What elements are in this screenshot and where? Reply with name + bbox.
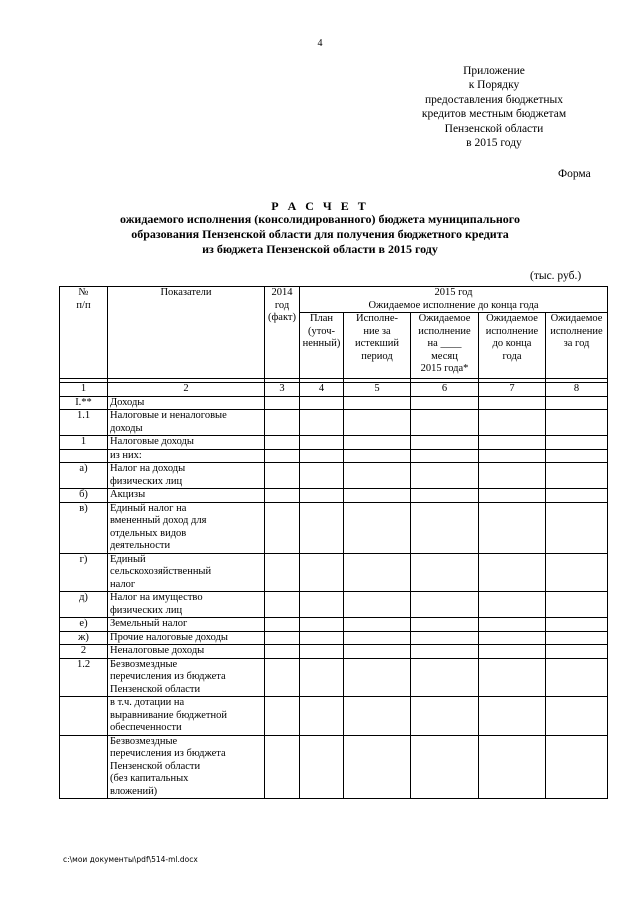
value-cell xyxy=(300,592,344,618)
value-cell xyxy=(546,658,608,697)
table-row xyxy=(60,436,608,450)
row-label: Безвозмездные перечисления из бюджета Пензенской области xyxy=(108,658,265,697)
value-cell xyxy=(546,463,608,489)
header-expected-year: Ожидаемое исполнение за год xyxy=(546,313,608,379)
value-cell xyxy=(300,645,344,659)
row-label: Единый сельскохозяйственный налог xyxy=(108,553,265,592)
value-cell xyxy=(411,658,479,697)
value-cell xyxy=(344,697,411,736)
value-cell xyxy=(546,735,608,799)
value-cell xyxy=(344,410,411,436)
value-cell xyxy=(411,410,479,436)
value-cell xyxy=(479,735,546,799)
value-cell xyxy=(411,489,479,503)
value-cell xyxy=(300,449,344,463)
col-number: 3 xyxy=(265,383,300,397)
row-label: Налоговые и неналоговые доходы xyxy=(108,410,265,436)
value-cell xyxy=(546,631,608,645)
header-executed: Исполне- ние за истекший период xyxy=(344,313,411,379)
value-cell xyxy=(300,410,344,436)
table-row xyxy=(60,396,608,410)
row-number xyxy=(60,735,108,799)
budget-table xyxy=(59,286,608,799)
value-cell xyxy=(300,489,344,503)
appendix-line: предоставления бюджетных xyxy=(425,93,563,106)
value-cell xyxy=(344,645,411,659)
value-cell xyxy=(344,735,411,799)
value-cell xyxy=(300,618,344,632)
value-cell xyxy=(344,631,411,645)
value-cell xyxy=(479,489,546,503)
value-cell xyxy=(479,463,546,489)
table-row xyxy=(60,592,608,618)
row-label: Налог на доходы физических лиц xyxy=(108,463,265,489)
row-label: Прочие налоговые доходы xyxy=(108,631,265,645)
value-cell xyxy=(265,618,300,632)
row-label: Земельный налог xyxy=(108,618,265,632)
column-numbers-row xyxy=(60,383,608,397)
value-cell xyxy=(300,502,344,553)
value-cell xyxy=(344,396,411,410)
row-label: в т.ч. дотации на выравнивание бюджетной обеспеченности xyxy=(108,697,265,736)
table-row xyxy=(60,489,608,503)
value-cell xyxy=(479,436,546,450)
appendix-line: Пензенской области xyxy=(444,122,544,135)
value-cell xyxy=(265,697,300,736)
value-cell xyxy=(300,396,344,410)
value-cell xyxy=(300,436,344,450)
value-cell xyxy=(411,463,479,489)
value-cell xyxy=(265,735,300,799)
row-number xyxy=(60,697,108,736)
table-row xyxy=(60,463,608,489)
value-cell xyxy=(344,436,411,450)
row-number: в) xyxy=(60,502,108,553)
row-number: е) xyxy=(60,618,108,632)
value-cell xyxy=(411,396,479,410)
col-number: 6 xyxy=(411,383,479,397)
value-cell xyxy=(479,618,546,632)
table-row xyxy=(60,502,608,553)
row-number xyxy=(60,449,108,463)
value-cell xyxy=(411,618,479,632)
value-cell xyxy=(479,396,546,410)
row-label: Акцизы xyxy=(108,489,265,503)
form-label: Форма xyxy=(558,168,591,180)
row-label: Налог на имущество физических лиц xyxy=(108,592,265,618)
subtitle-line: из бюджета Пензенской области в 2015 году xyxy=(202,242,438,256)
col-number: 2 xyxy=(108,383,265,397)
value-cell xyxy=(265,489,300,503)
value-cell xyxy=(479,645,546,659)
value-cell xyxy=(411,592,479,618)
value-cell xyxy=(411,502,479,553)
value-cell xyxy=(344,553,411,592)
header-2015: 2015 год xyxy=(300,287,608,300)
value-cell xyxy=(265,436,300,450)
row-number: ж) xyxy=(60,631,108,645)
file-path-footer: c:\мои документы\pdf\514-ml.docx xyxy=(63,855,198,864)
value-cell xyxy=(300,463,344,489)
value-cell xyxy=(546,502,608,553)
units-label: (тыс. руб.) xyxy=(530,270,582,282)
value-cell xyxy=(546,553,608,592)
subtitle-line: образования Пензенской области для получения бюджетного кредита xyxy=(131,227,509,241)
row-number: 1 xyxy=(60,436,108,450)
row-label: Доходы xyxy=(108,396,265,410)
row-number: 2 xyxy=(60,645,108,659)
col-number: 4 xyxy=(300,383,344,397)
appendix-line: кредитов местным бюджетам xyxy=(421,108,567,121)
value-cell xyxy=(411,645,479,659)
value-cell xyxy=(265,449,300,463)
value-cell xyxy=(411,735,479,799)
table-row xyxy=(60,449,608,463)
value-cell xyxy=(300,658,344,697)
appendix-line: к Порядку xyxy=(468,79,520,92)
page-number: 4 xyxy=(317,38,323,49)
value-cell xyxy=(479,553,546,592)
table-row xyxy=(60,645,608,659)
header-expected-to-end: Ожидаемое исполнение до конца года xyxy=(479,313,546,379)
row-label: из них: xyxy=(108,449,265,463)
header-2014: 2014 год (факт) xyxy=(265,287,300,379)
subtitle-line: ожидаемого исполнения (консолидированного) бюджета муниципального xyxy=(120,212,520,226)
document-subtitle xyxy=(96,212,544,257)
value-cell xyxy=(265,631,300,645)
value-cell xyxy=(344,658,411,697)
value-cell xyxy=(411,553,479,592)
value-cell xyxy=(479,658,546,697)
value-cell xyxy=(479,502,546,553)
value-cell xyxy=(411,449,479,463)
appendix-note xyxy=(404,64,584,150)
table-row xyxy=(60,410,608,436)
value-cell xyxy=(265,463,300,489)
value-cell xyxy=(300,697,344,736)
table-body xyxy=(60,396,608,799)
row-number: 1.1 xyxy=(60,410,108,436)
row-number: 1.2 xyxy=(60,658,108,697)
value-cell xyxy=(546,489,608,503)
value-cell xyxy=(411,436,479,450)
value-cell xyxy=(265,645,300,659)
value-cell xyxy=(265,410,300,436)
row-number: б) xyxy=(60,489,108,503)
value-cell xyxy=(265,658,300,697)
value-cell xyxy=(300,735,344,799)
header-plan: План (уточ- ненный) xyxy=(300,313,344,379)
value-cell xyxy=(479,697,546,736)
row-number: д) xyxy=(60,592,108,618)
value-cell xyxy=(546,449,608,463)
row-label: Безвозмездные перечисления из бюджета Пензенской области (без капитальных вложений) xyxy=(108,735,265,799)
value-cell xyxy=(411,631,479,645)
value-cell xyxy=(479,410,546,436)
col-number: 8 xyxy=(546,383,608,397)
value-cell xyxy=(546,396,608,410)
value-cell xyxy=(265,502,300,553)
row-label: Единый налог на вмененный доход для отдельных видов деятельности xyxy=(108,502,265,553)
table-row xyxy=(60,735,608,799)
value-cell xyxy=(300,553,344,592)
appendix-line: Приложение xyxy=(463,65,525,77)
header-expected: Ожидаемое исполнение до конца года xyxy=(300,300,608,313)
value-cell xyxy=(344,618,411,632)
appendix-line: в 2015 году xyxy=(466,137,522,150)
value-cell xyxy=(479,592,546,618)
value-cell xyxy=(546,592,608,618)
value-cell xyxy=(344,592,411,618)
value-cell xyxy=(265,553,300,592)
value-cell xyxy=(344,502,411,553)
value-cell xyxy=(265,396,300,410)
table-row xyxy=(60,618,608,632)
header-indicators: Показатели xyxy=(108,287,265,379)
row-label: Налоговые доходы xyxy=(108,436,265,450)
table-row xyxy=(60,697,608,736)
table-row xyxy=(60,658,608,697)
value-cell xyxy=(479,449,546,463)
value-cell xyxy=(546,618,608,632)
col-number: 7 xyxy=(479,383,546,397)
table-row xyxy=(60,553,608,592)
row-number: г) xyxy=(60,553,108,592)
header-expected-month: Ожидаемое исполнение на ____ месяц 2015 года* xyxy=(411,313,479,379)
value-cell xyxy=(411,697,479,736)
value-cell xyxy=(546,436,608,450)
value-cell xyxy=(479,631,546,645)
row-label: Неналоговые доходы xyxy=(108,645,265,659)
value-cell xyxy=(344,489,411,503)
value-cell xyxy=(265,592,300,618)
value-cell xyxy=(344,463,411,489)
row-number: I.** xyxy=(60,396,108,410)
table-row xyxy=(60,631,608,645)
value-cell xyxy=(546,697,608,736)
value-cell xyxy=(344,449,411,463)
col-number: 1 xyxy=(60,383,108,397)
value-cell xyxy=(546,410,608,436)
document-title: Р А С Ч Е Т xyxy=(271,199,369,213)
value-cell xyxy=(546,645,608,659)
row-number: а) xyxy=(60,463,108,489)
value-cell xyxy=(300,631,344,645)
header-num: № п/п xyxy=(60,287,108,379)
col-number: 5 xyxy=(344,383,411,397)
